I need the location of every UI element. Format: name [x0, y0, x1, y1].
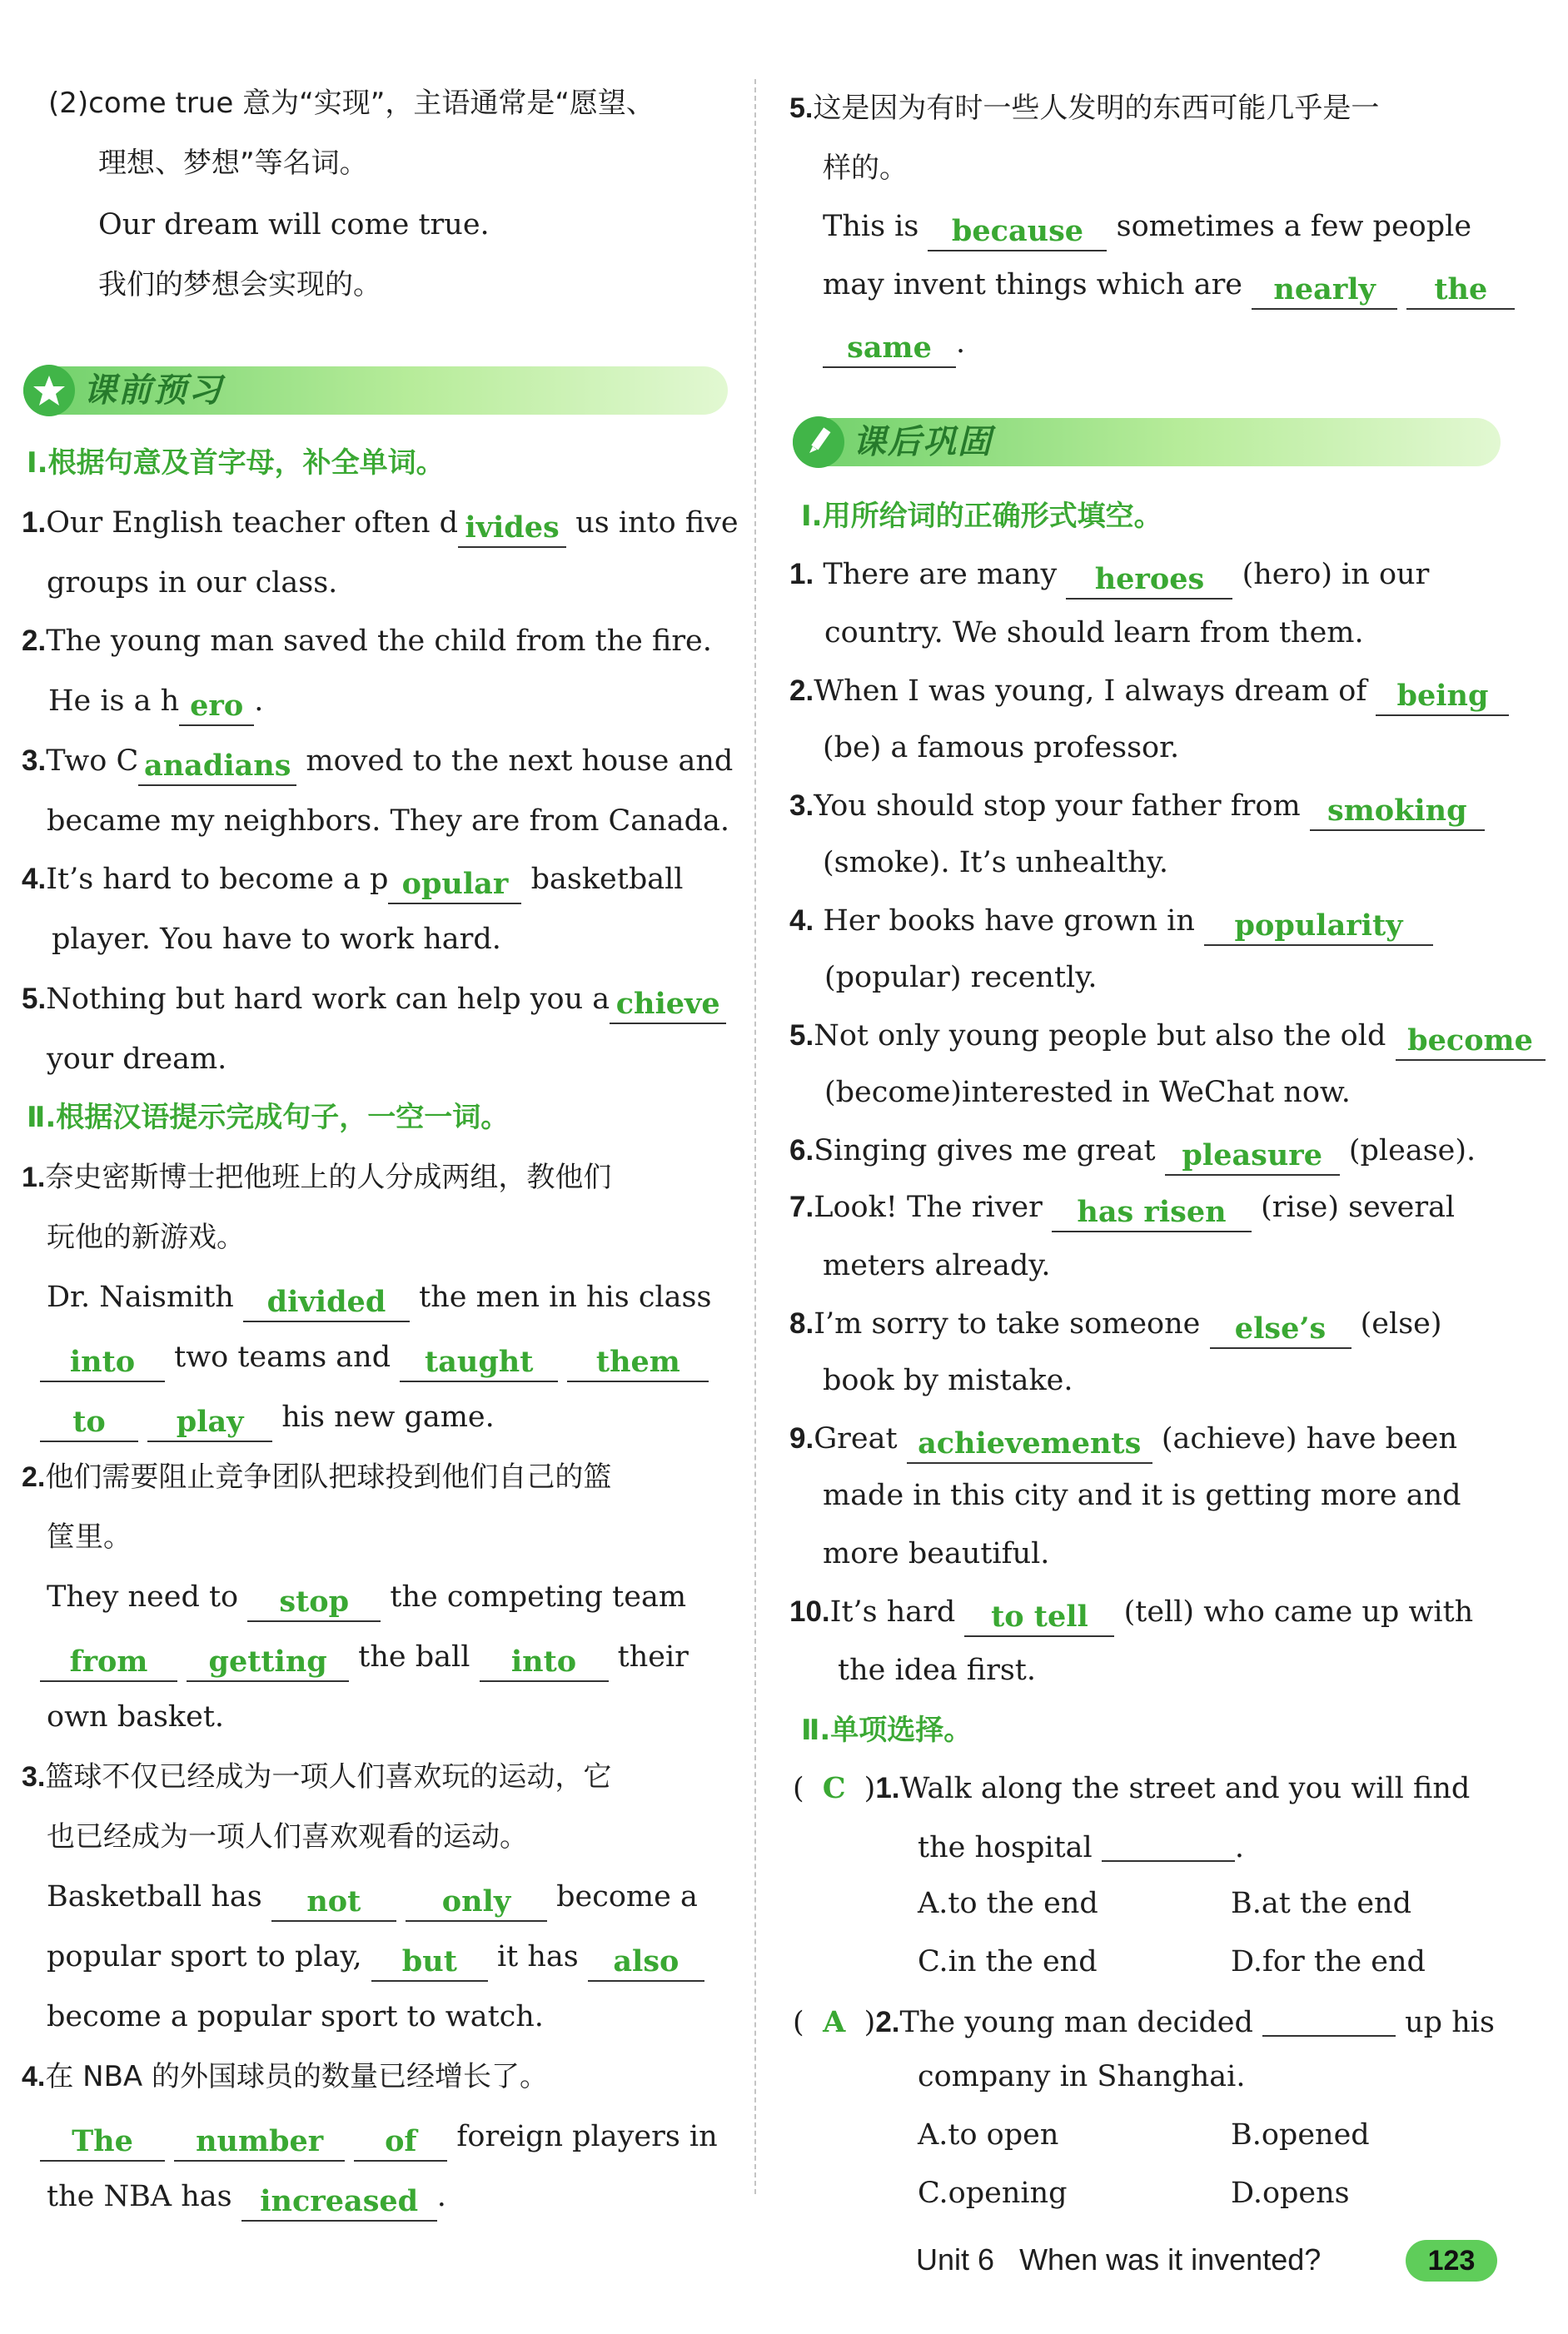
question-line: groups in our class. — [47, 566, 338, 600]
answer-blank: to tell — [964, 1600, 1114, 1637]
question-line: 4.It’s hard to become a p opular basketball — [22, 859, 683, 904]
question-line: to play his new game. — [40, 1397, 495, 1442]
question-line: player. You have to work hard. — [52, 923, 501, 956]
mc-answer: C — [822, 1771, 846, 1805]
answer-blank: getting — [187, 1645, 349, 1682]
answer-blank: the — [1406, 273, 1515, 310]
question-line: the idea first. — [838, 1654, 1036, 1687]
answer-blank: ivides — [458, 511, 566, 548]
answer-blank — [1102, 1825, 1235, 1862]
answer-blank: pleasure — [1165, 1139, 1340, 1176]
question-line: (popular) recently. — [824, 961, 1098, 994]
question-line: (become)interested in WeChat now. — [824, 1076, 1351, 1109]
note-line: (2)come true 意为“实现”，主语通常是“愿望、 — [48, 87, 655, 120]
answer-blank: smoking — [1310, 794, 1485, 831]
page-footer — [916, 2240, 1321, 2280]
answer-blank: number — [174, 2125, 345, 2162]
question-line: the NBA has increased . — [47, 2177, 446, 2222]
option-c: C.opening — [918, 2177, 1068, 2210]
section-header-preview — [23, 366, 728, 415]
question-line: country. We should learn from them. — [824, 616, 1364, 649]
question-line: 6.Singing gives me great pleasure (please). — [789, 1131, 1476, 1176]
question-line: The number of foreign players in — [40, 2117, 718, 2162]
question-line: He is a h ero . — [48, 681, 263, 726]
column-divider — [754, 79, 756, 2194]
question-line: 2.When I was young, I always dream of being — [789, 671, 1509, 716]
unit-title: When was it invented? — [1019, 2242, 1322, 2277]
question-line: book by mistake. — [823, 1364, 1073, 1397]
note-example-zh: 我们的梦想会实现的。 — [98, 268, 381, 301]
question-line: Dr. Naismith divided the men in his class — [47, 1277, 711, 1322]
question-line: 2.The young man saved the child from the fire. — [22, 625, 712, 658]
answer-blank: also — [588, 1945, 704, 1982]
option-b: B.opened — [1231, 2118, 1370, 2152]
question-line: 3.You should stop your father from smoking — [789, 786, 1485, 831]
option-c: C.in the end — [918, 1945, 1098, 1978]
question-line: 2.他们需要阻止竞争团队把球投到他们自己的篮 — [22, 1461, 612, 1494]
answer-blank: nearly — [1252, 273, 1397, 310]
question-line: 1. There are many heroes (hero) in our — [789, 555, 1429, 600]
note-line: 理想、梦想”等名词。 — [98, 147, 368, 180]
answer-blank: heroes — [1066, 563, 1232, 600]
question-line: own basket. — [47, 1700, 225, 1734]
question-line: meters already. — [823, 1249, 1051, 1282]
question-line: 8.I’m sorry to take someone else’s (else) — [789, 1304, 1442, 1349]
question-line: popular sport to play, but it has also — [47, 1937, 704, 1982]
question-line: become a popular sport to watch. — [47, 2000, 544, 2033]
answer-blank: ero — [179, 689, 254, 726]
question-line: 3.Two C anadians moved to the next house and — [22, 741, 733, 786]
question-line: the hospital . — [918, 1825, 1244, 1868]
question-line: Basketball has not only become a — [47, 1877, 698, 1922]
question-line: (smoke). It’s unhealthy. — [823, 846, 1169, 879]
question-line: 4.在 NBA 的外国球员的数量已经增长了。 — [22, 2060, 548, 2093]
question-line: They need to stop the competing team — [47, 1577, 686, 1622]
question-line: 玩他的新游戏。 — [47, 1221, 245, 1254]
answer-blank: has risen — [1052, 1196, 1252, 1232]
question-line: 5.Nothing but hard work can help you a chieve — [22, 979, 726, 1024]
answer-blank: divided — [243, 1286, 410, 1322]
option-a: A.to open — [918, 2118, 1059, 2152]
answer-blank: only — [406, 1885, 547, 1922]
answer-blank: into — [480, 1645, 609, 1682]
answer-blank: stop — [247, 1585, 381, 1622]
answer-blank: play — [147, 1406, 272, 1442]
option-b: B.at the end — [1231, 1887, 1412, 1920]
answer-blank: else’s — [1210, 1312, 1351, 1349]
section-header-review — [793, 418, 1501, 466]
question-line: 样的。 — [823, 152, 908, 185]
answer-blank: into — [40, 1346, 165, 1382]
option-d: D.for the end — [1231, 1945, 1426, 1978]
answer-blank: chieve — [610, 988, 726, 1024]
option-a: A.to the end — [918, 1887, 1098, 1920]
answer-blank: anadians — [138, 749, 296, 786]
question-line: 也已经成为一项人们喜欢观看的运动。 — [47, 1820, 528, 1854]
answer-blank: them — [567, 1346, 709, 1382]
part-title: Ⅰ.用所给词的正确形式填空。 — [801, 500, 1162, 533]
answer-blank: The — [40, 2125, 165, 2162]
answer-blank: taught — [400, 1346, 558, 1382]
page-number: 123 — [1406, 2240, 1497, 2282]
section-title: 课后巩固 — [853, 423, 993, 461]
mc-answer-slot: ( A )2.The young man decided up his — [793, 2000, 1495, 2043]
option-d: D.opens — [1231, 2177, 1350, 2210]
answer-blank: being — [1376, 679, 1509, 716]
mc-answer-slot: ( C )1.Walk along the street and you will find — [793, 1769, 1470, 1809]
answer-blank: opular — [388, 868, 521, 904]
question-line: more beautiful. — [823, 1537, 1050, 1570]
star-icon — [32, 374, 66, 407]
question-line: 筐里。 — [47, 1520, 132, 1554]
question-line: (be) a famous professor. — [823, 731, 1180, 764]
question-line: from getting the ball into their — [40, 1637, 689, 1682]
question-line: made in this city and it is getting more and — [823, 1479, 1461, 1512]
question-line: 4. Her books have grown in popularity — [789, 901, 1433, 946]
answer-blank: popularity — [1204, 909, 1433, 946]
question-line: 10.It’s hard to tell (tell) who came up with — [789, 1592, 1473, 1637]
answer-blank: because — [928, 215, 1107, 251]
question-line: 3.篮球不仅已经成为一项人们喜欢玩的运动，它 — [22, 1760, 612, 1794]
answer-blank: of — [354, 2125, 447, 2162]
question-line: company in Shanghai. — [918, 2060, 1246, 2093]
answer-blank: achievements — [907, 1427, 1152, 1464]
section-title: 课前预习 — [83, 371, 223, 410]
mc-answer: A — [823, 2005, 846, 2039]
part-title: Ⅱ.单项选择。 — [801, 1714, 973, 1747]
answer-blank: to — [40, 1406, 138, 1442]
answer-blank: become — [1396, 1024, 1546, 1061]
answer-blank: same — [823, 331, 956, 368]
answer-blank: from — [40, 1645, 177, 1682]
answer-blank: but — [371, 1945, 488, 1982]
question-line: 5.Not only young people but also the old become — [789, 1016, 1546, 1061]
question-line: 5.这是因为有时一些人发明的东西可能几乎是一 — [789, 92, 1380, 125]
question-line: may invent things which are nearly the — [823, 265, 1515, 310]
question-line: same . — [823, 323, 965, 368]
answer-blank — [1262, 2000, 1396, 2037]
question-line: 1.奈史密斯博士把他班上的人分成两组，教他们 — [22, 1161, 612, 1194]
question-line: This is because sometimes a few people — [823, 207, 1471, 251]
note-example-en: Our dream will come true. — [98, 208, 490, 241]
question-line: into two teams and taught them — [40, 1337, 709, 1382]
question-line: 7.Look! The river has risen (rise) several — [789, 1187, 1455, 1232]
question-line: 9.Great achievements (achieve) have been — [789, 1419, 1457, 1464]
part-title: Ⅱ.根据汉语提示完成句子，一空一词。 — [27, 1101, 510, 1134]
answer-blank: increased — [241, 2185, 437, 2222]
question-line: 1.Our English teacher often d ivides us into five — [22, 503, 739, 548]
question-line: became my neighbors. They are from Canada. — [47, 804, 729, 838]
part-title: Ⅰ.根据句意及首字母，补全单词。 — [27, 446, 445, 480]
pencil-icon — [802, 425, 835, 459]
unit-label: Unit 6 — [916, 2242, 995, 2277]
question-line: your dream. — [47, 1043, 227, 1076]
answer-blank: not — [271, 1885, 396, 1922]
